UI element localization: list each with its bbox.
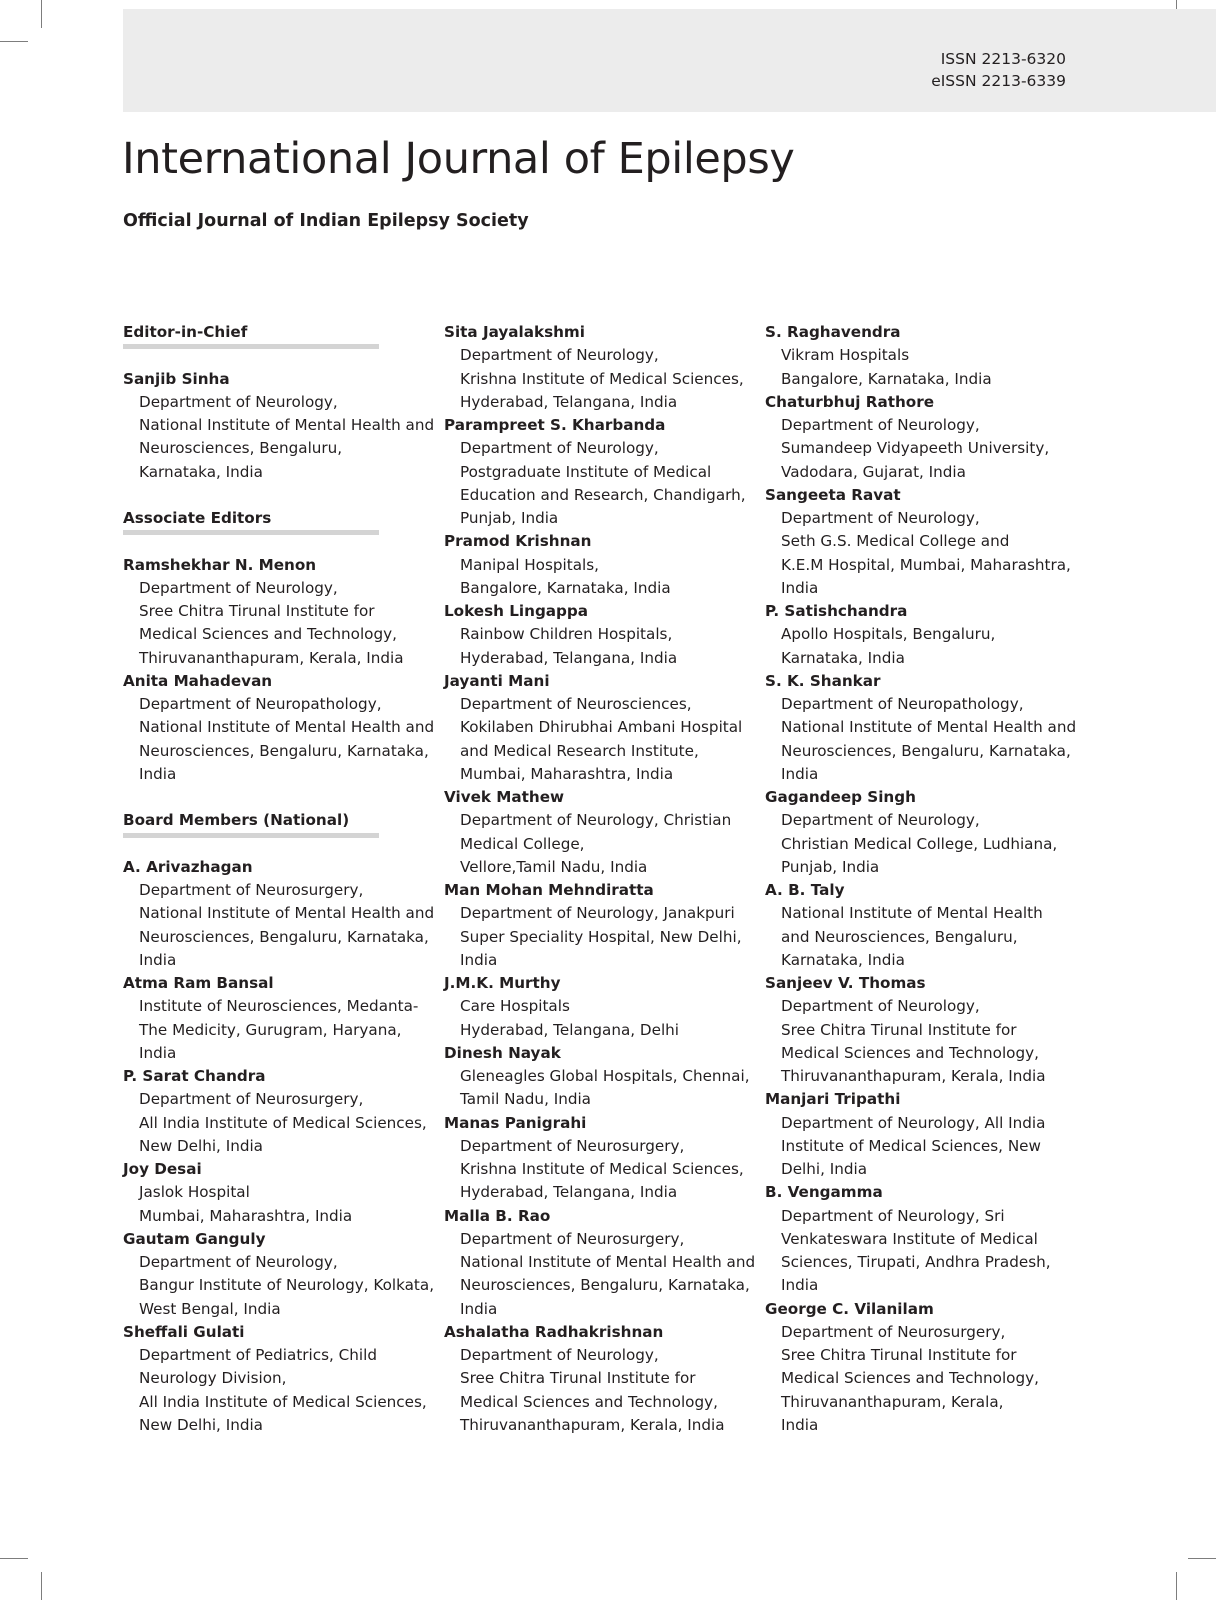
member-affiliation-line: Apollo Hospitals, Bengaluru, (781, 625, 996, 644)
board-member (765, 391, 1075, 484)
member-affiliation-line: Department of Neurosurgery, (139, 881, 364, 899)
member-affiliation-line: Care Hospitals (460, 997, 570, 1016)
member-affiliation-line: Medical Sciences and Technology, (781, 1369, 1039, 1388)
member-affiliation-line: Postgraduate Institute of Medical (460, 462, 712, 481)
member-affiliation-line: Medical College, (460, 834, 585, 853)
board-section (123, 809, 433, 1437)
board-member (123, 972, 433, 1065)
member-affiliation-line: Bangalore, Karnataka, India (460, 578, 671, 597)
board-member (444, 972, 754, 1042)
member-affiliation-line: Neurology Division, (139, 1369, 287, 1388)
member-name: S. Raghavendra (765, 323, 901, 341)
board-member (444, 786, 754, 879)
member-name: S. K. Shankar (765, 671, 881, 690)
board-member (444, 1321, 754, 1437)
member-affiliation-line: Department of Neurosurgery, (460, 1229, 685, 1248)
crop-mark (41, 0, 42, 28)
member-affiliation-line: Department of Neurosurgery, (460, 1136, 685, 1155)
member-affiliation-line: Thiruvananthapuram, Kerala, (781, 1392, 1004, 1411)
member-name: A. Arivazhagan (123, 857, 253, 876)
member-affiliation-line: Sree Chitra Tirunal Institute for (139, 602, 375, 620)
member-affiliation-line: Department of Neurosurgery, (139, 1090, 364, 1109)
member-name: Vivek Mathew (444, 788, 565, 806)
member-name: Atma Ram Bansal (123, 974, 274, 992)
member-affiliation-line: Mumbai, Maharashtra, India (139, 1206, 353, 1225)
member-affiliation-line: Department of Neuropathology, (781, 695, 1024, 713)
member-affiliation-line: National Institute of Mental Health and (139, 416, 435, 434)
member-affiliation-line: Karnataka, India (139, 462, 263, 481)
member-affiliation-line: India (460, 950, 498, 969)
board-member (765, 484, 1075, 600)
board-member (765, 670, 1075, 786)
board-member (444, 879, 754, 972)
member-affiliation-line: Neurosciences, Bengaluru, Karnataka, (781, 741, 1071, 760)
member-affiliation-line: Department of Neurosciences, (460, 695, 692, 713)
member-affiliation-line: Thiruvananthapuram, Kerala, India (781, 1067, 1046, 1085)
member-name: Ashalatha Radhakrishnan (444, 1322, 664, 1341)
member-affiliation-line: Bangur Institute of Neurology, Kolkata, (139, 1276, 435, 1295)
member-affiliation-line: Hyderabad, Telangana, India (460, 648, 678, 667)
member-affiliation-line: Sciences, Tirupati, Andhra Pradesh, (781, 1253, 1051, 1271)
member-affiliation-line: Krishna Institute of Medical Sciences, (460, 369, 744, 388)
member-affiliation-line: Department of Neurology, (460, 439, 659, 458)
member-affiliation-line: Christian Medical College, Ludhiana, (781, 834, 1058, 853)
board-member (123, 1321, 433, 1437)
member-name: Anita Mahadevan (123, 671, 273, 690)
crop-mark (41, 1572, 42, 1600)
board-member (123, 856, 433, 972)
member-name: Sanjeev V. Thomas (765, 974, 926, 992)
board-member (765, 600, 1075, 670)
member-affiliation-line: New Delhi, India (139, 1415, 263, 1434)
board-member (444, 530, 754, 600)
member-affiliation-line: National Institute of Mental Health and (139, 904, 435, 923)
board-section (444, 321, 754, 1437)
section-rule (123, 344, 379, 349)
member-affiliation-line: India (781, 1276, 819, 1295)
member-name: B. Vengamma (765, 1183, 883, 1202)
member-affiliation-line: India (460, 1299, 498, 1318)
member-affiliation-line: India (139, 950, 177, 969)
section-rule (123, 833, 379, 838)
member-affiliation-line: Thiruvananthapuram, Kerala, India (460, 1415, 725, 1434)
member-affiliation-line: New Delhi, India (139, 1136, 263, 1155)
member-affiliation-line: Medical Sciences and Technology, (460, 1392, 718, 1411)
member-affiliation-line: Department of Neurology, (139, 578, 338, 597)
member-affiliation-line: Department of Neurology, (781, 997, 980, 1016)
member-name: Gautam Ganguly (123, 1229, 266, 1248)
member-affiliation-line: Mumbai, Maharashtra, India (460, 764, 674, 783)
member-name: Gagandeep Singh (765, 788, 916, 806)
member-affiliation-line: National Institute of Mental Health and (460, 1253, 756, 1271)
board-column-3 (765, 321, 1075, 1460)
member-name: George C. Vilanilam (765, 1299, 934, 1318)
member-affiliation-line: Punjab, India (460, 509, 559, 527)
member-name: Sita Jayalakshmi (444, 323, 585, 341)
member-name: P. Satishchandra (765, 602, 908, 620)
member-affiliation-line: Department of Neurology, (139, 1253, 338, 1271)
member-name: Sangeeta Ravat (765, 485, 901, 504)
member-affiliation-line: National Institute of Mental Health and (139, 718, 435, 737)
member-affiliation-line: Manipal Hospitals, (460, 555, 599, 574)
board-member (765, 1181, 1075, 1297)
board-member (123, 1158, 433, 1228)
issn-print: ISSN 2213-6320 (940, 50, 1066, 68)
board-column-2 (444, 321, 754, 1460)
issn-electronic: eISSN 2213-6339 (931, 72, 1066, 90)
member-name: Sanjib Sinha (123, 369, 230, 388)
member-name: Man Mohan Mehndiratta (444, 881, 654, 899)
member-affiliation-line: and Medical Research Institute, (460, 741, 699, 760)
member-affiliation-line: Neurosciences, Bengaluru, (139, 439, 343, 458)
crop-mark (0, 1558, 28, 1559)
member-affiliation-line: Department of Neurology, (781, 509, 980, 527)
board-member (765, 786, 1075, 879)
member-affiliation-line: Rainbow Children Hospitals, (460, 625, 673, 644)
board-member (444, 670, 754, 786)
member-name: Ramshekhar N. Menon (123, 555, 317, 574)
member-affiliation-line: Neurosciences, Bengaluru, Karnataka, (139, 927, 429, 946)
member-affiliation-line: Neurosciences, Bengaluru, Karnataka, (139, 741, 429, 760)
member-affiliation-line: Department of Neurology, (460, 346, 659, 365)
member-affiliation-line: Institute of Neurosciences, Medanta- (139, 997, 419, 1016)
member-affiliation-line: Sree Chitra Tirunal Institute for (460, 1369, 696, 1388)
board-member (765, 1298, 1075, 1438)
member-affiliation-line: K.E.M Hospital, Mumbai, Maharashtra, (781, 555, 1071, 574)
member-affiliation-line: Karnataka, India (781, 950, 905, 969)
member-affiliation-line: Department of Pediatrics, Child (139, 1346, 377, 1364)
member-affiliation-line: Vellore,Tamil Nadu, India (460, 857, 648, 876)
member-name: J.M.K. Murthy (444, 974, 561, 992)
board-member (444, 1112, 754, 1205)
member-affiliation-line: Jaslok Hospital (139, 1183, 250, 1202)
board-member (123, 368, 433, 484)
member-affiliation-line: Department of Neurosurgery, (781, 1322, 1006, 1341)
member-affiliation-line: National Institute of Mental Health and (781, 718, 1077, 737)
board-column-1 (123, 321, 433, 1460)
member-affiliation-line: Sree Chitra Tirunal Institute for (781, 1020, 1017, 1039)
board-section (123, 321, 433, 484)
member-affiliation-line: India (781, 578, 819, 597)
member-affiliation-line: The Medicity, Gurugram, Haryana, (139, 1020, 402, 1039)
member-name: Manas Panigrahi (444, 1113, 587, 1132)
member-affiliation-line: Department of Neurology, Christian (460, 811, 732, 830)
section-heading: Associate Editors (123, 509, 272, 527)
member-affiliation-line: and Neurosciences, Bengaluru, (781, 927, 1018, 946)
member-affiliation-line: Department of Neuropathology, (139, 695, 382, 713)
member-affiliation-line: West Bengal, India (139, 1299, 281, 1318)
member-affiliation-line: Hyderabad, Telangana, India (460, 392, 678, 411)
board-member (123, 554, 433, 670)
member-affiliation-line: Hyderabad, Telangana, India (460, 1183, 678, 1202)
board-member (444, 321, 754, 414)
member-affiliation-line: Medical Sciences and Technology, (781, 1043, 1039, 1062)
member-affiliation-line: Vadodara, Gujarat, India (781, 462, 966, 481)
member-affiliation-line: Sree Chitra Tirunal Institute for (781, 1346, 1017, 1364)
issn-block (931, 48, 1066, 92)
member-affiliation-line: India (139, 764, 177, 783)
member-affiliation-line: Department of Neurology, All India (781, 1113, 1046, 1132)
member-name: Chaturbhuj Rathore (765, 392, 934, 411)
member-name: Jayanti Mani (444, 671, 550, 690)
board-section (765, 321, 1075, 1437)
member-affiliation-line: Department of Neurology, (460, 1346, 659, 1364)
member-affiliation-line: Neurosciences, Bengaluru, Karnataka, (460, 1276, 750, 1295)
member-name: Pramod Krishnan (444, 532, 592, 551)
crop-mark (1188, 1558, 1216, 1559)
member-affiliation-line: Krishna Institute of Medical Sciences, (460, 1160, 744, 1178)
member-affiliation-line: Punjab, India (781, 857, 880, 876)
board-member (444, 1042, 754, 1112)
member-affiliation-line: Thiruvananthapuram, Kerala, India (139, 648, 404, 667)
member-affiliation-line: Education and Research, Chandigarh, (460, 485, 746, 504)
member-affiliation-line: Department of Neurology, (781, 811, 980, 830)
member-name: Sheffali Gulati (123, 1322, 245, 1341)
member-name: Joy Desai (123, 1160, 202, 1178)
member-name: P. Sarat Chandra (123, 1067, 266, 1085)
member-affiliation-line: Institute of Medical Sciences, New (781, 1136, 1041, 1155)
board-section (123, 507, 433, 786)
member-name: Dinesh Nayak (444, 1043, 561, 1062)
member-affiliation-line: Tamil Nadu, India (460, 1090, 591, 1109)
member-affiliation-line: Super Speciality Hospital, New Delhi, (460, 927, 742, 946)
board-member (123, 670, 433, 786)
board-member (765, 972, 1075, 1088)
member-affiliation-line: Department of Neurology, Janakpuri (460, 904, 735, 923)
member-affiliation-line: All India Institute of Medical Sciences, (139, 1113, 427, 1132)
member-affiliation-line: Department of Neurology, (781, 416, 980, 434)
member-affiliation-line: Sumandeep Vidyapeeth University, (781, 439, 1050, 458)
member-affiliation-line: India (139, 1043, 177, 1062)
member-name: Lokesh Lingappa (444, 602, 589, 620)
member-affiliation-line: Delhi, India (781, 1160, 868, 1178)
journal-title: International Journal of Epilepsy (122, 134, 795, 184)
member-affiliation-line: National Institute of Mental Health (781, 904, 1043, 923)
member-affiliation-line: Medical Sciences and Technology, (139, 625, 397, 644)
section-rule (123, 530, 379, 535)
member-name: A. B. Taly (765, 881, 845, 899)
board-member (765, 879, 1075, 972)
board-member (765, 1088, 1075, 1181)
member-name: Malla B. Rao (444, 1206, 551, 1225)
board-member (444, 414, 754, 530)
member-affiliation-line: Kokilaben Dhirubhai Ambani Hospital (460, 718, 743, 737)
member-affiliation-line: Vikram Hospitals (781, 346, 910, 365)
member-affiliation-line: Venkateswara Institute of Medical (781, 1229, 1038, 1248)
member-affiliation-line: Karnataka, India (781, 648, 905, 667)
member-affiliation-line: Gleneagles Global Hospitals, Chennai, (460, 1067, 750, 1085)
board-member (123, 1228, 433, 1321)
member-name: Manjari Tripathi (765, 1090, 901, 1109)
member-affiliation-line: Department of Neurology, (139, 392, 338, 411)
member-affiliation-line: All India Institute of Medical Sciences, (139, 1392, 427, 1411)
member-affiliation-line: India (781, 764, 819, 783)
board-member (123, 1065, 433, 1158)
board-member (765, 321, 1075, 391)
section-heading: Editor-in-Chief (123, 323, 248, 341)
member-affiliation-line: Seth G.S. Medical College and (781, 532, 1010, 551)
member-affiliation-line: India (781, 1415, 819, 1434)
member-affiliation-line: Bangalore, Karnataka, India (781, 369, 992, 388)
section-heading: Board Members (National) (123, 811, 350, 830)
crop-mark (0, 41, 28, 42)
member-name: Parampreet S. Kharbanda (444, 416, 666, 434)
board-member (444, 600, 754, 670)
member-affiliation-line: Hyderabad, Telangana, Delhi (460, 1020, 680, 1039)
journal-subtitle: Official Journal of Indian Epilepsy Society (123, 211, 529, 231)
crop-mark (1176, 1572, 1177, 1600)
member-affiliation-line: Department of Neurology, Sri (781, 1206, 1005, 1225)
board-member (444, 1205, 754, 1321)
